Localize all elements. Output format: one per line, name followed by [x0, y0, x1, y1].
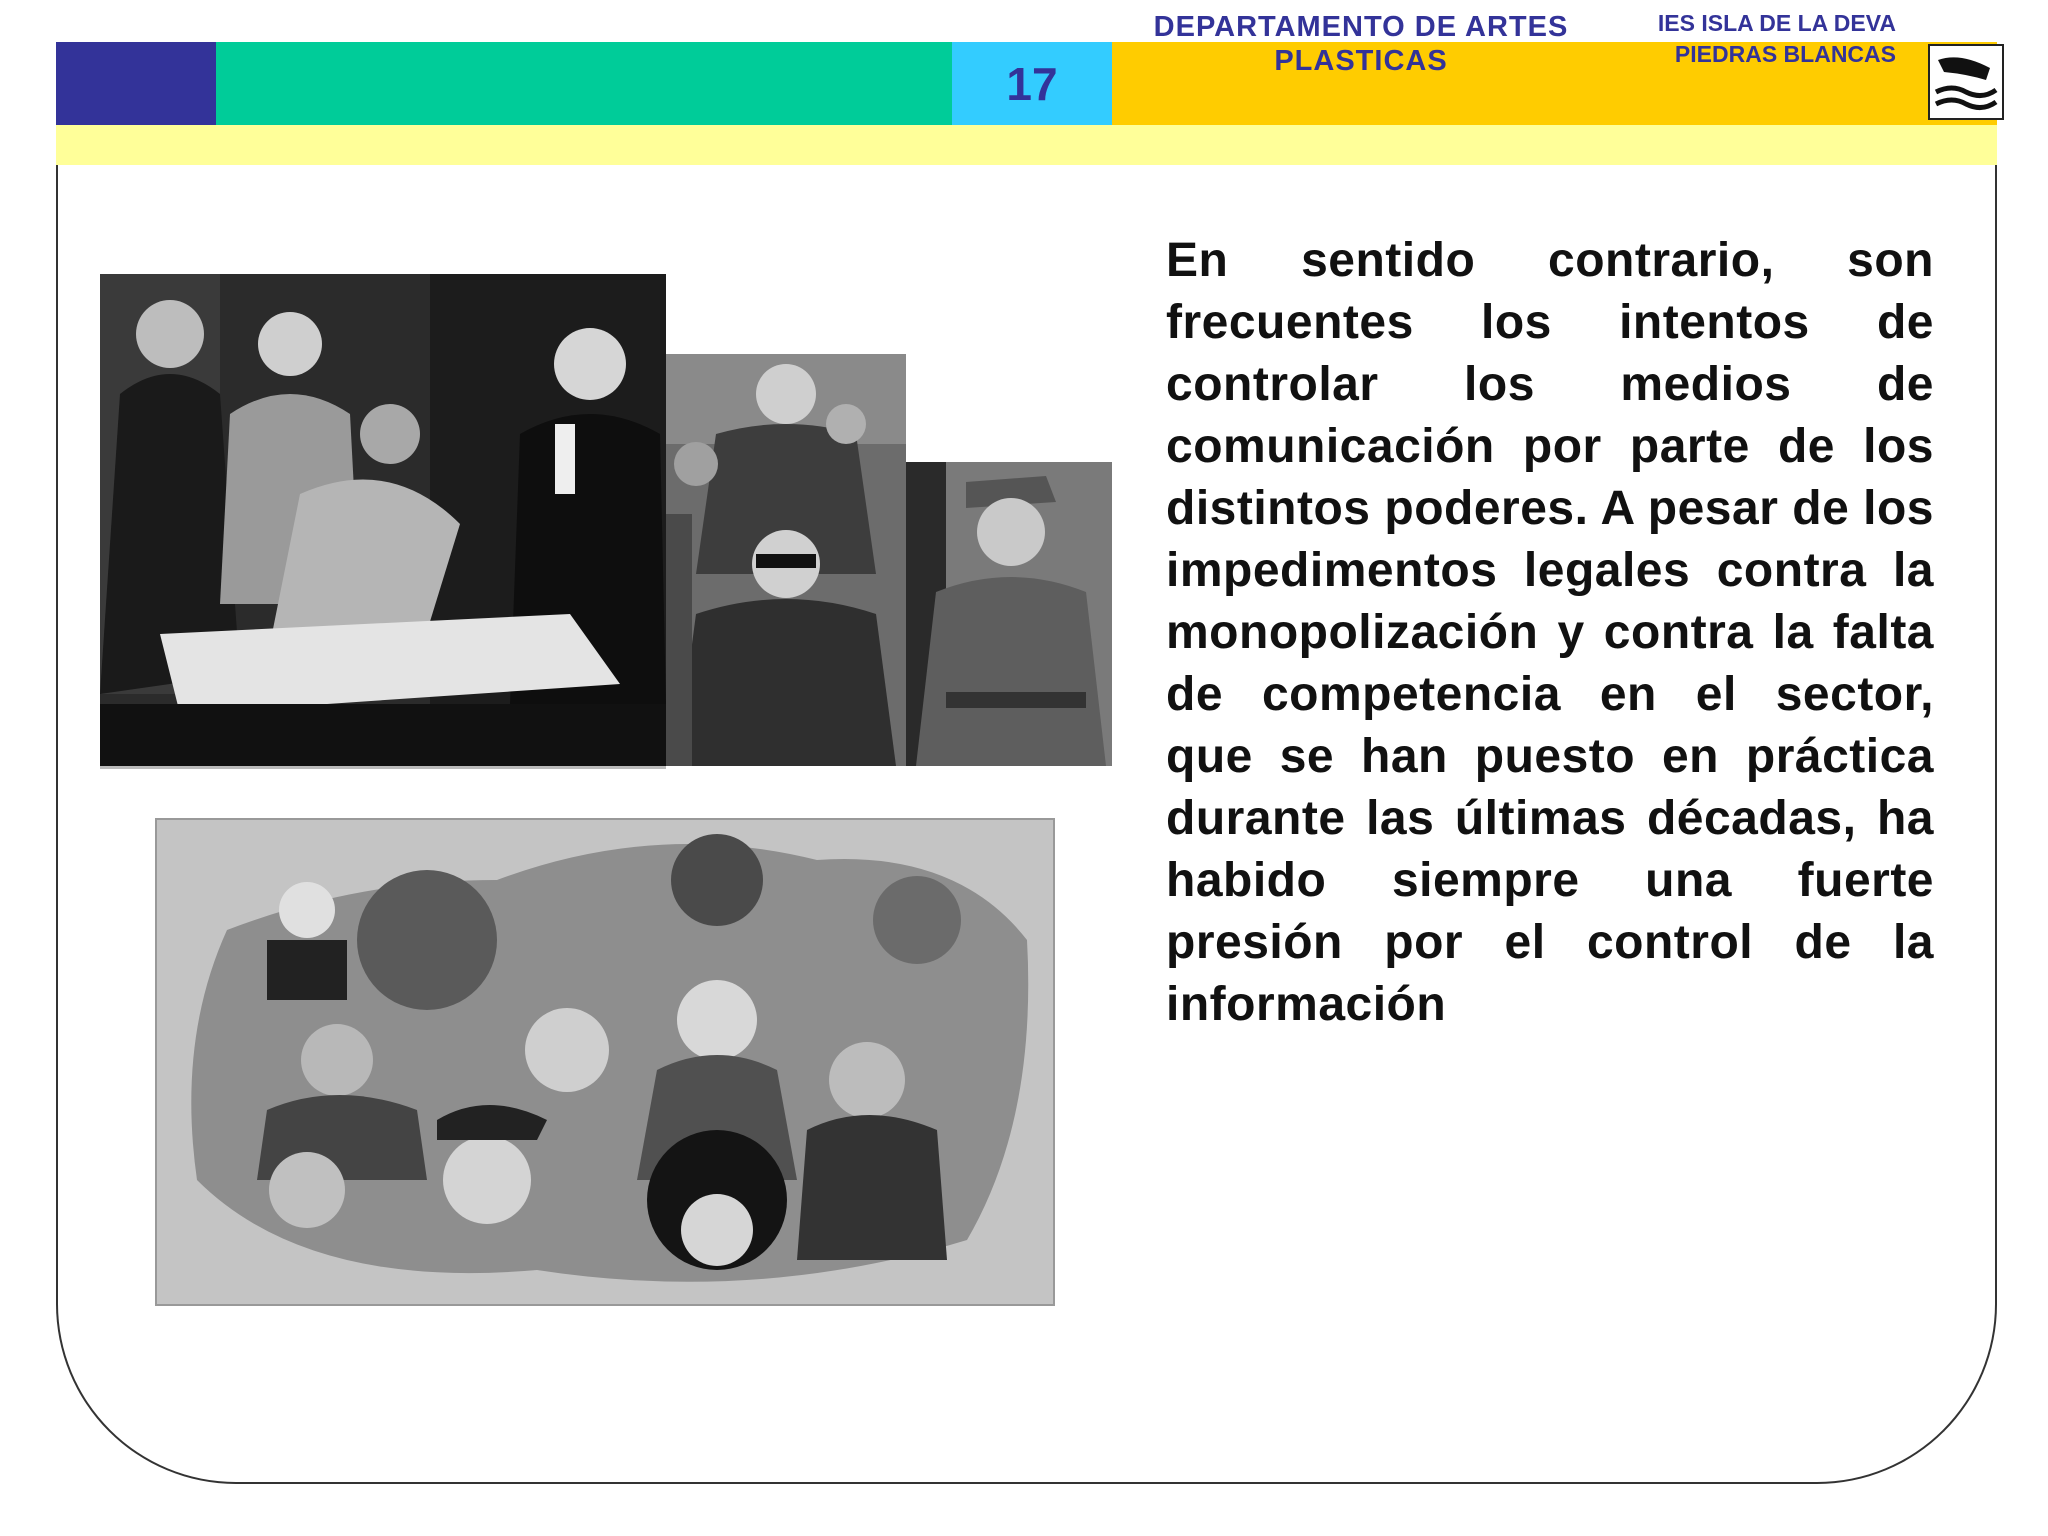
slide-number: 17	[952, 42, 1112, 125]
school-name-line-2: PIEDRAS BLANCAS	[1674, 41, 1896, 67]
school-name-line-1: IES ISLA DE LA DEVA	[1657, 10, 1896, 36]
photo-leaders-collage	[155, 818, 1055, 1306]
photo-treaty-signing	[100, 274, 666, 769]
photo-general	[906, 462, 1112, 766]
department-title: DEPARTAMENTO DE ARTES PLASTICAS	[1153, 11, 1569, 77]
header-navy-block	[56, 42, 216, 125]
header-green-block	[216, 42, 952, 125]
school-name	[1556, 8, 1896, 70]
header-subbar	[56, 125, 1997, 165]
main-paragraph: En sentido contrario, son frecuentes los intentos de controlar los medios de comunicación por parte de los distintos poderes. A pesar de los impedimentos legales contra la monopolización y contra la falta de competencia en el sector, que se han puesto en práctica durante las últimas décadas, ha habido siempre una fuerte presión por el control de la información	[1166, 234, 1934, 1031]
photo-military-officers	[666, 354, 906, 766]
school-logo-icon	[1928, 44, 2004, 120]
